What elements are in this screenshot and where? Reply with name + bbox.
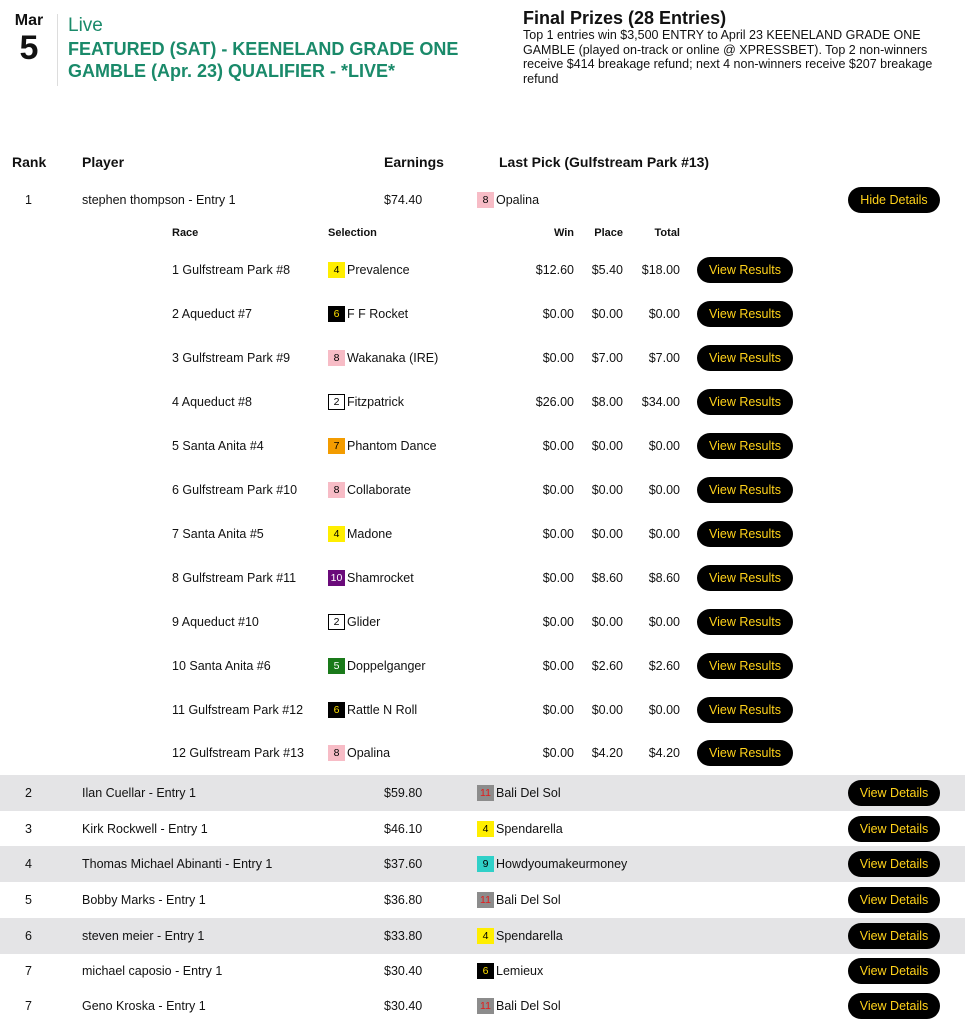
saddlecloth-number: 4 — [328, 262, 345, 278]
win-value: $0.00 — [542, 307, 574, 321]
selection — [328, 688, 417, 732]
place-value: $7.00 — [591, 351, 623, 365]
earnings-value: $30.40 — [384, 964, 423, 978]
total-value: $2.60 — [648, 659, 680, 673]
place-value: $5.40 — [591, 263, 623, 277]
selection — [328, 292, 408, 336]
saddlecloth-number: 6 — [477, 963, 494, 979]
leaderboard-row — [0, 775, 965, 811]
tournament-title: FEATURED (SAT) - KEENELAND GRADE ONE GAMBLE (Apr. 23) QUALIFIER - *LIVE* — [68, 39, 459, 81]
selection — [328, 380, 404, 424]
prizes-text: Top 1 entries win $3,500 ENTRY to April 23 KEENELAND GRADE ONE GAMBLE (played on-track or online @ XPRESSBET). Top 2 non-winners receive $414 breakage refund; next 4 non-winners receive $207 breakage refund — [523, 28, 933, 86]
race-name: 10 Santa Anita #6 — [172, 659, 271, 673]
selection — [328, 336, 438, 380]
earnings-value: $59.80 — [384, 786, 423, 800]
rank-value: 5 — [25, 893, 32, 907]
earnings-value: $46.10 — [384, 822, 423, 836]
view-details-button[interactable]: View Details — [848, 923, 940, 949]
win-value: $12.60 — [535, 263, 574, 277]
leaderboard-row — [0, 882, 965, 918]
view-results-button[interactable]: View Results — [697, 257, 793, 283]
player-name: Ilan Cuellar - Entry 1 — [82, 786, 196, 800]
horse-name: Prevalence — [347, 263, 410, 277]
horse-name: Wakanaka (IRE) — [347, 351, 439, 365]
leaderboard-row — [0, 988, 965, 1023]
header-divider — [57, 14, 58, 86]
race-name: 3 Gulfstream Park #9 — [172, 351, 291, 365]
prizes-panel — [523, 8, 953, 86]
saddlecloth-number: 10 — [328, 570, 345, 586]
view-details-button[interactable]: View Details — [848, 780, 940, 806]
total-value: $0.00 — [648, 703, 680, 717]
saddlecloth-number: 11 — [477, 998, 494, 1014]
last-pick — [477, 882, 561, 918]
horse-name: Bali Del Sol — [496, 786, 561, 800]
total-value: $4.20 — [648, 746, 680, 760]
rank-value: 3 — [25, 822, 32, 836]
win-value: $0.00 — [542, 527, 574, 541]
total-value: $0.00 — [648, 615, 680, 629]
horse-name: Spendarella — [496, 822, 563, 836]
total-value: $18.00 — [641, 263, 680, 277]
last-pick — [477, 988, 561, 1023]
win-header: Win — [553, 227, 574, 239]
race-name: 1 Gulfstream Park #8 — [172, 263, 291, 277]
leaderboard-row — [0, 846, 965, 882]
view-results-button[interactable]: View Results — [697, 609, 793, 635]
date-block — [12, 12, 46, 66]
win-value: $0.00 — [542, 659, 574, 673]
last-pick — [477, 182, 539, 218]
horse-name: Opalina — [496, 193, 540, 207]
race-detail-row — [0, 424, 965, 468]
selection — [328, 731, 390, 775]
leaderboard-row — [0, 182, 965, 218]
win-value: $26.00 — [535, 395, 574, 409]
horse-name: Madone — [347, 527, 393, 541]
race-name: 5 Santa Anita #4 — [172, 439, 264, 453]
saddlecloth-number: 9 — [477, 856, 494, 872]
earnings-value: $37.60 — [384, 857, 423, 871]
rank-value: 7 — [25, 964, 32, 978]
prizes-title: Final Prizes (28 Entries) — [523, 8, 727, 28]
view-details-button[interactable]: View Details — [848, 816, 940, 842]
place-value: $0.00 — [591, 439, 623, 453]
saddlecloth-number: 8 — [328, 482, 345, 498]
tournament-status: Live — [68, 15, 103, 36]
race-name: 9 Aqueduct #10 — [172, 615, 259, 629]
place-value: $0.00 — [591, 615, 623, 629]
total-value: $0.00 — [648, 483, 680, 497]
player-name: Kirk Rockwell - Entry 1 — [82, 822, 208, 836]
place-value: $8.60 — [591, 571, 623, 585]
last-pick — [477, 775, 561, 811]
leaderboard-row — [0, 953, 965, 989]
race-header: Race — [172, 227, 199, 239]
horse-name: Bali Del Sol — [496, 893, 561, 907]
rank-value: 7 — [25, 999, 32, 1013]
race-detail-row — [0, 600, 965, 644]
horse-name: Collaborate — [347, 483, 411, 497]
view-results-button[interactable]: View Results — [697, 697, 793, 723]
saddlecloth-number: 4 — [477, 821, 494, 837]
rank-value: 6 — [25, 929, 32, 943]
earnings-header: Earnings — [384, 154, 444, 170]
saddlecloth-number: 6 — [328, 702, 345, 718]
saddlecloth-number: 4 — [328, 526, 345, 542]
saddlecloth-number: 6 — [328, 306, 345, 322]
horse-name: Shamrocket — [347, 571, 414, 585]
horse-name: Phantom Dance — [347, 439, 437, 453]
rank-value: 4 — [25, 857, 32, 871]
win-value: $0.00 — [542, 703, 574, 717]
selection — [328, 600, 380, 644]
saddlecloth-number: 8 — [328, 350, 345, 366]
saddlecloth-number: 8 — [328, 745, 345, 761]
race-detail-row — [0, 512, 965, 556]
horse-name: Opalina — [347, 746, 391, 760]
earnings-value: $30.40 — [384, 999, 423, 1013]
horse-name: Bali Del Sol — [496, 999, 561, 1013]
player-name: Thomas Michael Abinanti - Entry 1 — [82, 857, 273, 871]
view-details-button[interactable]: View Details — [848, 851, 940, 877]
horse-name: Lemieux — [496, 964, 544, 978]
saddlecloth-number: 2 — [328, 614, 345, 630]
date-day: 5 — [19, 29, 39, 67]
player-name: Geno Kroska - Entry 1 — [82, 999, 206, 1013]
earnings-value: $33.80 — [384, 929, 423, 943]
total-value: $34.00 — [641, 395, 680, 409]
horse-name: Glider — [347, 615, 381, 629]
view-details-button[interactable]: View Details — [848, 958, 940, 984]
player-name: stephen thompson - Entry 1 — [82, 193, 236, 207]
player-name: michael caposio - Entry 1 — [82, 964, 223, 978]
view-details-button[interactable]: View Details — [848, 887, 940, 913]
horse-name: Howdyoumakeurmoney — [496, 857, 628, 871]
date-month: Mar — [14, 12, 44, 29]
rank-value: 1 — [25, 193, 32, 207]
view-results-button[interactable]: View Results — [697, 740, 793, 766]
earnings-value: $36.80 — [384, 893, 423, 907]
total-value: $0.00 — [648, 307, 680, 321]
saddlecloth-number: 11 — [477, 892, 494, 908]
selection — [328, 644, 426, 688]
view-results-button[interactable]: View Results — [697, 477, 793, 503]
total-value: $7.00 — [648, 351, 680, 365]
saddlecloth-number: 11 — [477, 785, 494, 801]
view-results-button[interactable]: View Results — [697, 565, 793, 591]
win-value: $0.00 — [542, 746, 574, 760]
view-details-button[interactable]: View Details — [848, 993, 940, 1019]
total-value: $8.60 — [648, 571, 680, 585]
race-name: 4 Aqueduct #8 — [172, 395, 252, 409]
selection — [328, 512, 392, 556]
win-value: $0.00 — [542, 351, 574, 365]
earnings-value: $74.40 — [384, 193, 423, 207]
place-value: $0.00 — [591, 527, 623, 541]
saddlecloth-number: 2 — [328, 394, 345, 410]
win-value: $0.00 — [542, 571, 574, 585]
last-pick — [477, 811, 563, 847]
place-value: $8.00 — [591, 395, 623, 409]
saddlecloth-number: 4 — [477, 928, 494, 944]
place-value: $4.20 — [591, 746, 623, 760]
win-value: $0.00 — [542, 615, 574, 629]
race-name: 11 Gulfstream Park #12 — [172, 703, 304, 717]
leaderboard-row — [0, 811, 965, 847]
race-detail-row — [0, 644, 965, 688]
selection — [328, 248, 410, 292]
race-detail-row — [0, 731, 965, 775]
rank-header: Rank — [12, 154, 47, 170]
race-detail-row — [0, 248, 965, 292]
race-detail-row — [0, 556, 965, 600]
total-value: $0.00 — [648, 527, 680, 541]
leaderboard-row — [0, 918, 965, 954]
horse-name: Spendarella — [496, 929, 563, 943]
rank-value: 2 — [25, 786, 32, 800]
selection — [328, 468, 411, 512]
last-pick — [477, 846, 627, 882]
horse-name: Rattle N Roll — [347, 703, 418, 717]
last-pick — [477, 918, 563, 954]
race-detail-row — [0, 292, 965, 336]
race-name: 6 Gulfstream Park #10 — [172, 483, 298, 497]
saddlecloth-number: 8 — [477, 192, 494, 208]
view-results-button[interactable]: View Results — [697, 521, 793, 547]
view-results-button[interactable]: View Results — [697, 345, 793, 371]
place-value: $2.60 — [591, 659, 623, 673]
win-value: $0.00 — [542, 439, 574, 453]
total-value: $0.00 — [648, 439, 680, 453]
saddlecloth-number: 7 — [328, 438, 345, 454]
place-value: $0.00 — [591, 483, 623, 497]
place-header: Place — [594, 227, 623, 239]
horse-name: Fitzpatrick — [347, 395, 404, 409]
saddlecloth-number: 5 — [328, 658, 345, 674]
view-results-button[interactable]: View Results — [697, 301, 793, 327]
view-results-button[interactable]: View Results — [697, 433, 793, 459]
total-header: Total — [654, 227, 680, 239]
race-name: 8 Gulfstream Park #11 — [172, 571, 297, 585]
race-detail-row — [0, 688, 965, 732]
race-detail-row — [0, 336, 965, 380]
last-pick-header: Last Pick (Gulfstream Park #13) — [499, 154, 710, 170]
view-results-button[interactable]: View Results — [697, 389, 793, 415]
race-name: 12 Gulfstream Park #13 — [172, 746, 305, 760]
last-pick — [477, 953, 543, 989]
race-detail-row — [0, 468, 965, 512]
hide-details-button[interactable]: Hide Details — [848, 187, 940, 213]
place-value: $0.00 — [591, 307, 623, 321]
player-header: Player — [82, 154, 125, 170]
race-detail-row — [0, 380, 965, 424]
view-results-button[interactable]: View Results — [697, 653, 793, 679]
selection — [328, 556, 414, 600]
race-name: 7 Santa Anita #5 — [172, 527, 264, 541]
player-name: Bobby Marks - Entry 1 — [82, 893, 206, 907]
place-value: $0.00 — [591, 703, 623, 717]
player-name: steven meier - Entry 1 — [82, 929, 205, 943]
horse-name: F F Rocket — [347, 307, 409, 321]
win-value: $0.00 — [542, 483, 574, 497]
horse-name: Doppelganger — [347, 659, 426, 673]
selection — [328, 424, 437, 468]
race-name: 2 Aqueduct #7 — [172, 307, 252, 321]
selection-header: Selection — [328, 227, 377, 239]
